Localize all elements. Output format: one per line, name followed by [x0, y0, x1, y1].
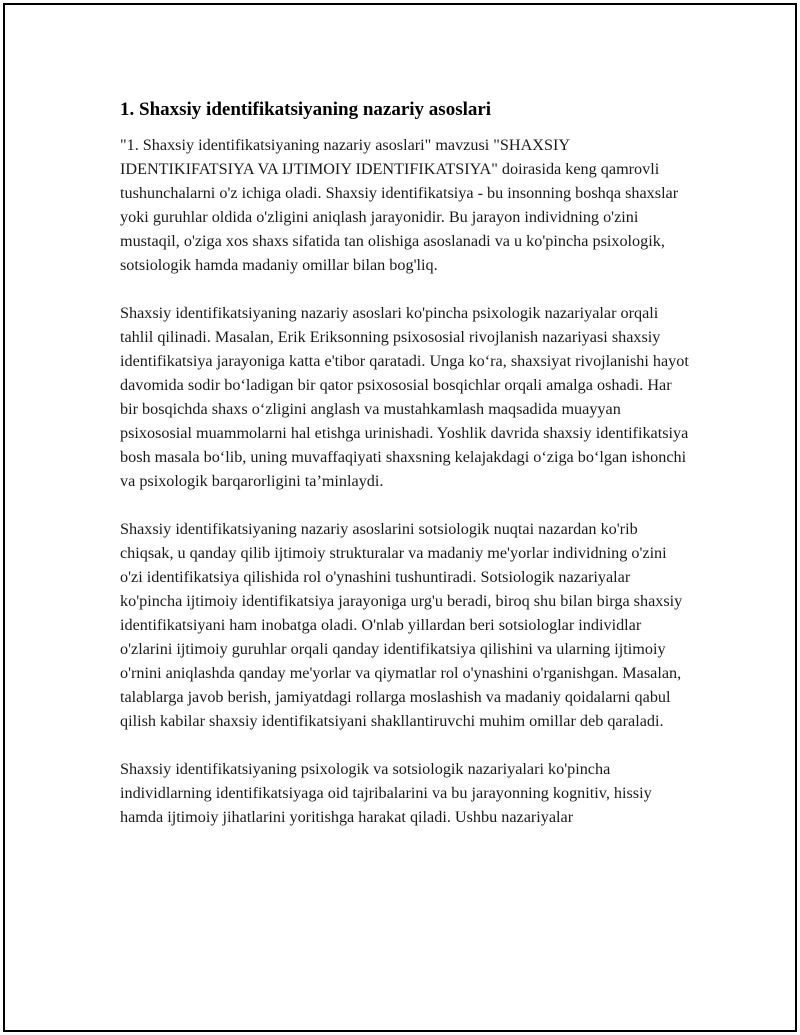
paragraph-combined-theories: Shaxsiy identifikatsiyaning psixologik va sotsiologik nazariyalari ko'pincha individlarning identifikatsiyaga oid tajribalarini va bu jarayonning kognitiv, hissiy hamda ijtimoiy jihatlarini yoritishga harakat qiladi. Ushbu nazariyalar: [120, 760, 652, 826]
section-heading: 1. Shaxsiy identifikatsiyaning nazariy asoslari: [120, 99, 492, 120]
paragraph-sociological-view: Shaxsiy identifikatsiyaning nazariy asoslarini sotsiologik nuqtai nazardan ko'rib chiqsak, u qanday qilib ijtimoiy strukturalar va madaniy me'yorlar individning o'zini o'zi identifikatsiya qilishida rol o'ynashini tushuntiradi. Sotsiologik nazariyalar ko'pincha ijtimoiy identifikatsiya jarayoniga urg'u beradi, biroq shu bilan birga shaxsiy identifikatsiyani ham inobatga oladi. O'nlab yillardan beri sotsiologlar individlar o'zlarini ijtimoiy guruhlar orqali qanday identifikatsiya qilishini va ularning ijtimoiy o'rnini aniqlashda qanday me'yorlar va qiymatlar rol o'ynashini o'rganishgan. Masalan, talablarga javob berish, jamiyatdagi rollarga moslashish va madaniy qoidalarni qabul qilish kabilar shaxsiy identifikatsiyani shakllantiruvchi muhim omillar deb qaraladi.: [120, 520, 683, 730]
paragraph-intro: "1. Shaxsiy identifikatsiyaning nazariy asoslari" mavzusi "SHAXSIY IDENTIKIFATSIYA VA IJTIMOIY IDENTIFIKATSIYA" doirasida keng qamrovli tushunchalarni o'z ichiga oladi. Shaxsiy identifikatsiya - bu insonning boshqa shaxslar yoki guruhlar oldida o'zligini aniqlash jarayonidir. Bu jarayon individning o'zini mustaqil, o'ziga xos shaxs sifatida tan olishiga asoslanadi va u ko'pincha psixologik, sotsiologik hamda madaniy omillar bilan bog'liq.: [120, 136, 679, 274]
document-page: [3, 3, 797, 1032]
document-body: [120, 97, 690, 853]
paragraph-psychological-theories: Shaxsiy identifikatsiyaning nazariy asoslari ko'pincha psixologik nazariyalar orqali tahlil qilinadi. Masalan, Erik Eriksonning psixososial rivojlanish nazariyasi shaxsiy identifikatsiya jarayoniga katta e'tibor qaratadi. Unga ko‘ra, shaxsiyat rivojlanishi hayot davomida sodir bo‘ladigan bir qator psixososial bosqichlar orqali amalga oshadi. Har bir bosqichda shaxs o‘zligini anglash va mustahkamlash maqsadida muayyan psixososial muammolarni hal etishga urinishadi. Yoshlik davrida shaxsiy identifikatsiya bosh masala bo‘lib, uning muvaffaqiyati shaxsning kelajakdagi o‘ziga bo‘lgan ishonchi va psixologik barqarorligini ta’minlaydi.: [120, 304, 689, 490]
